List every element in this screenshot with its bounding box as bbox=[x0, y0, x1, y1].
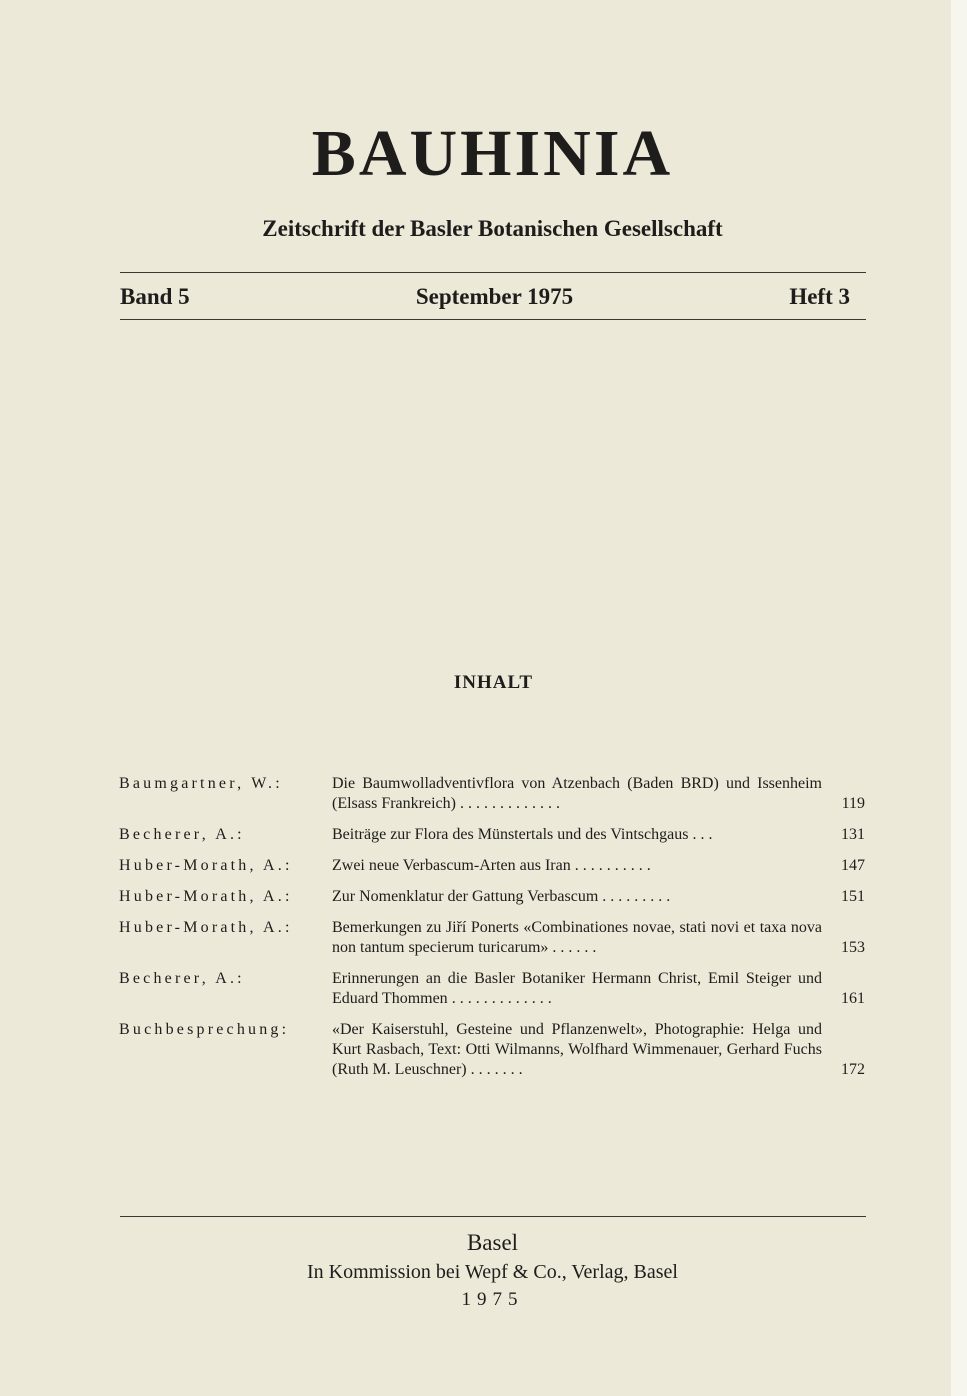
toc-author: Becherer, A.: bbox=[119, 970, 245, 987]
toc-entry bbox=[119, 774, 865, 814]
toc-page: 147 bbox=[841, 857, 865, 874]
volume-label: Band 5 bbox=[120, 284, 190, 309]
toc-entry bbox=[119, 856, 865, 876]
table-of-contents bbox=[119, 774, 865, 1080]
toc-page: 131 bbox=[841, 826, 865, 843]
toc-entry bbox=[119, 1020, 865, 1080]
toc-entry bbox=[119, 887, 865, 907]
toc-entry bbox=[119, 918, 865, 958]
toc-title: Zwei neue Verbascum-Arten aus Iran .......... bbox=[332, 857, 655, 874]
top-rule bbox=[120, 272, 866, 273]
toc-author: Baumgartner, W.: bbox=[119, 775, 283, 792]
toc-title: Beiträge zur Flora des Münstertals und des Vintschgaus ... bbox=[332, 826, 717, 843]
toc-title: «Der Kaiserstuhl, Gesteine und Pflanzenwelt», Photographie: Helga und Kurt Rasbach, Text: Otti Wilmanns, Wolfhard Wimmenauer, Gerhard Fuchs (Ruth M. Leuschner) ....... bbox=[332, 1021, 822, 1078]
toc-author: Huber-Morath, A.: bbox=[119, 857, 293, 874]
toc-page: 172 bbox=[841, 1061, 865, 1078]
toc-entry bbox=[119, 825, 865, 845]
toc-title: Die Baumwolladventivflora von Atzenbach (Baden BRD) und Issenheim (Elsass Frankreich) ............. bbox=[332, 775, 822, 812]
journal-subtitle: Zeitschrift der Basler Botanischen Gesellschaft bbox=[262, 216, 723, 241]
toc-page: 151 bbox=[841, 888, 865, 905]
toc-title: Zur Nomenklatur der Gattung Verbascum ......... bbox=[332, 888, 675, 905]
toc-entry bbox=[119, 969, 865, 1009]
journal-title: BAUHINIA bbox=[311, 117, 674, 190]
contents-heading: INHALT bbox=[453, 672, 534, 693]
page-edge bbox=[951, 0, 967, 1396]
issue-label: Heft 3 bbox=[789, 284, 850, 309]
toc-page: 153 bbox=[841, 939, 865, 956]
imprint-publisher: In Kommission bei Wepf & Co., Verlag, Basel bbox=[307, 1261, 678, 1283]
bottom-rule bbox=[120, 319, 866, 320]
imprint-year: 1975 bbox=[461, 1289, 524, 1310]
toc-author: Buchbesprechung: bbox=[119, 1021, 290, 1038]
toc-author: Huber-Morath, A.: bbox=[119, 888, 293, 905]
issue-date: September 1975 bbox=[415, 284, 574, 309]
toc-author: Becherer, A.: bbox=[119, 826, 245, 843]
imprint-place: Basel bbox=[466, 1230, 519, 1255]
footer-rule bbox=[120, 1216, 866, 1217]
toc-page: 161 bbox=[841, 990, 865, 1007]
toc-title: Erinnerungen an die Basler Botaniker Hermann Christ, Emil Steiger und Eduard Thommen ............. bbox=[332, 970, 822, 1007]
toc-title: Bemerkungen zu Jiří Ponerts «Combinationes novae, stati novi et taxa nova non tantum specierum turicarum» ...... bbox=[332, 919, 822, 956]
toc-author: Huber-Morath, A.: bbox=[119, 919, 293, 936]
toc-page: 119 bbox=[841, 795, 865, 812]
